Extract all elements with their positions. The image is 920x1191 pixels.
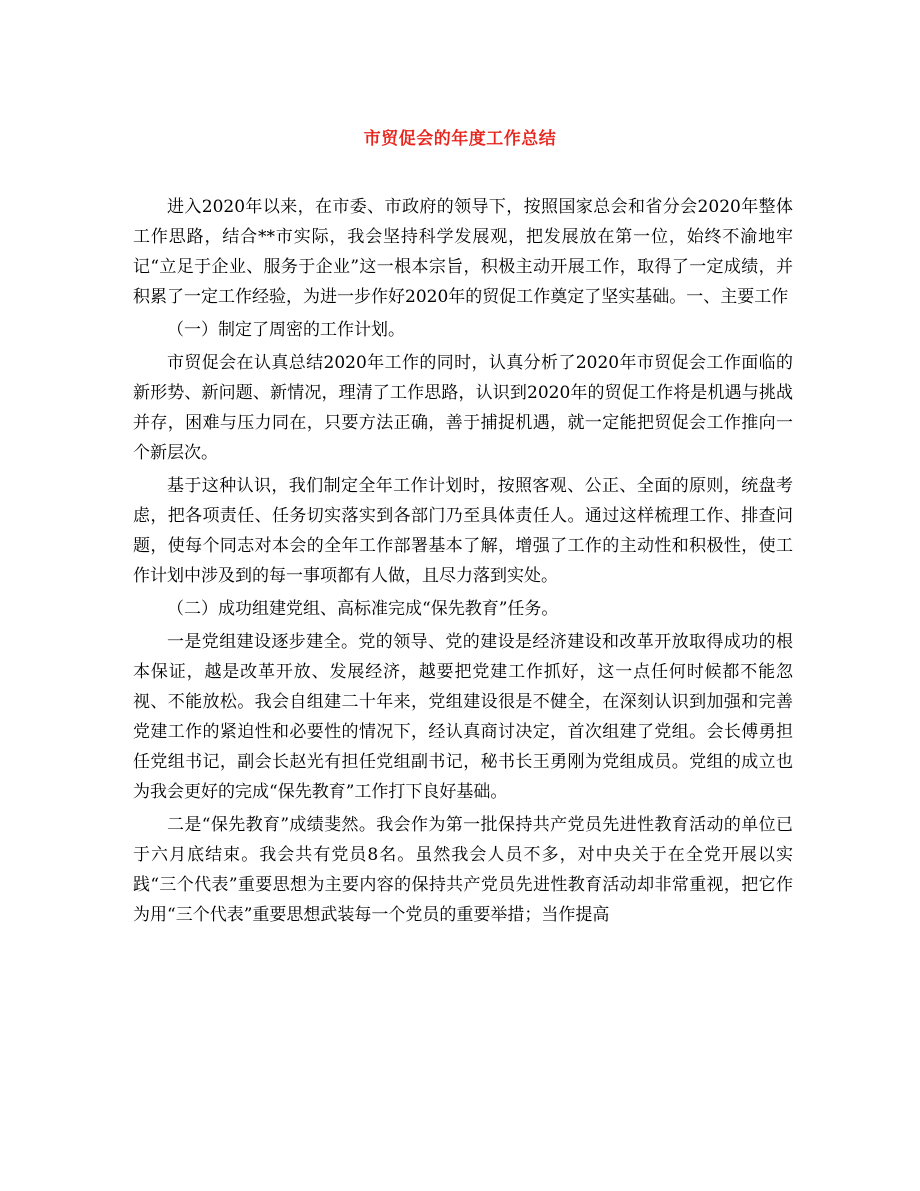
- paragraph: 二是“保先教育”成绩斐然。我会作为第一批保持共产党员先进性教育活动的单位已于六月底结束。我会共有党员8名。虽然我会人员不多，对中央关于在全党开展以实践“三个代表”重要思想为主要内容的保持共产党员先进性教育活动却非常重视，把它作为用“三个代表”重要思想武装每一个党员的重要举措；当作提高: [133, 815, 793, 925]
- paragraph: 市贸促会在认真总结2020年工作的同时，认真分析了2020年市贸促会工作面临的新形势、新问题、新情况，理清了工作思路，认识到2020年的贸促工作将是机遇与挑战并存，困难与压力同在，只要方法正确，善于捕捉机遇，就一定能把贸促会工作推向一个新层次。: [133, 353, 793, 463]
- section-heading-1: （一）制定了周密的工作计划。: [167, 320, 405, 340]
- document-title: 市贸促会的年度工作总结: [363, 129, 557, 149]
- document-body: [133, 192, 793, 933]
- paragraph-intro: 进入2020年以来，在市委、市政府的领导下，按照国家总会和省分会2020年整体工作思路，结合**市实际，我会坚持科学发展观，把发展放在第一位，始终不渝地牢记“立足于企业、服务于企业”这一根本宗旨，积极主动开展工作，取得了一定成绩，并积累了一定工作经验，为进一步作好2020年的贸促工作奠定了坚实基础。一、主要工作: [133, 197, 793, 307]
- paragraph: 一是党组建设逐步建全。党的领导、党的建设是经济建设和改革开放取得成功的根本保证，越是改革开放、发展经济，越要把党建工作抓好，这一点任何时候都不能忽视、不能放松。我会自组建二十年来，党组建设很是不健全，在深刻认识到加强和完善党建工作的紧迫性和必要性的情况下，经认真商讨决定，首次组建了党组。会长傅勇担任党组书记，副会长赵光有担任党组副书记，秘书长王勇刚为党组成员。党组的成立也为我会更好的完成“保先教育”工作打下良好基础。: [133, 632, 793, 802]
- paragraph: 基于这种认识，我们制定全年工作计划时，按照客观、公正、全面的原则，统盘考虑，把各项责任、任务切实落实到各部门乃至具体责任人。通过这样梳理工作、排查问题，使每个同志对本会的全年工作部署基本了解，增强了工作的主动性和积极性，使工作计划中涉及到的每一事项都有人做，且尽力落到实处。: [133, 476, 793, 586]
- section-heading-2: （二）成功组建党组、高标准完成“保先教育”任务。: [167, 599, 559, 619]
